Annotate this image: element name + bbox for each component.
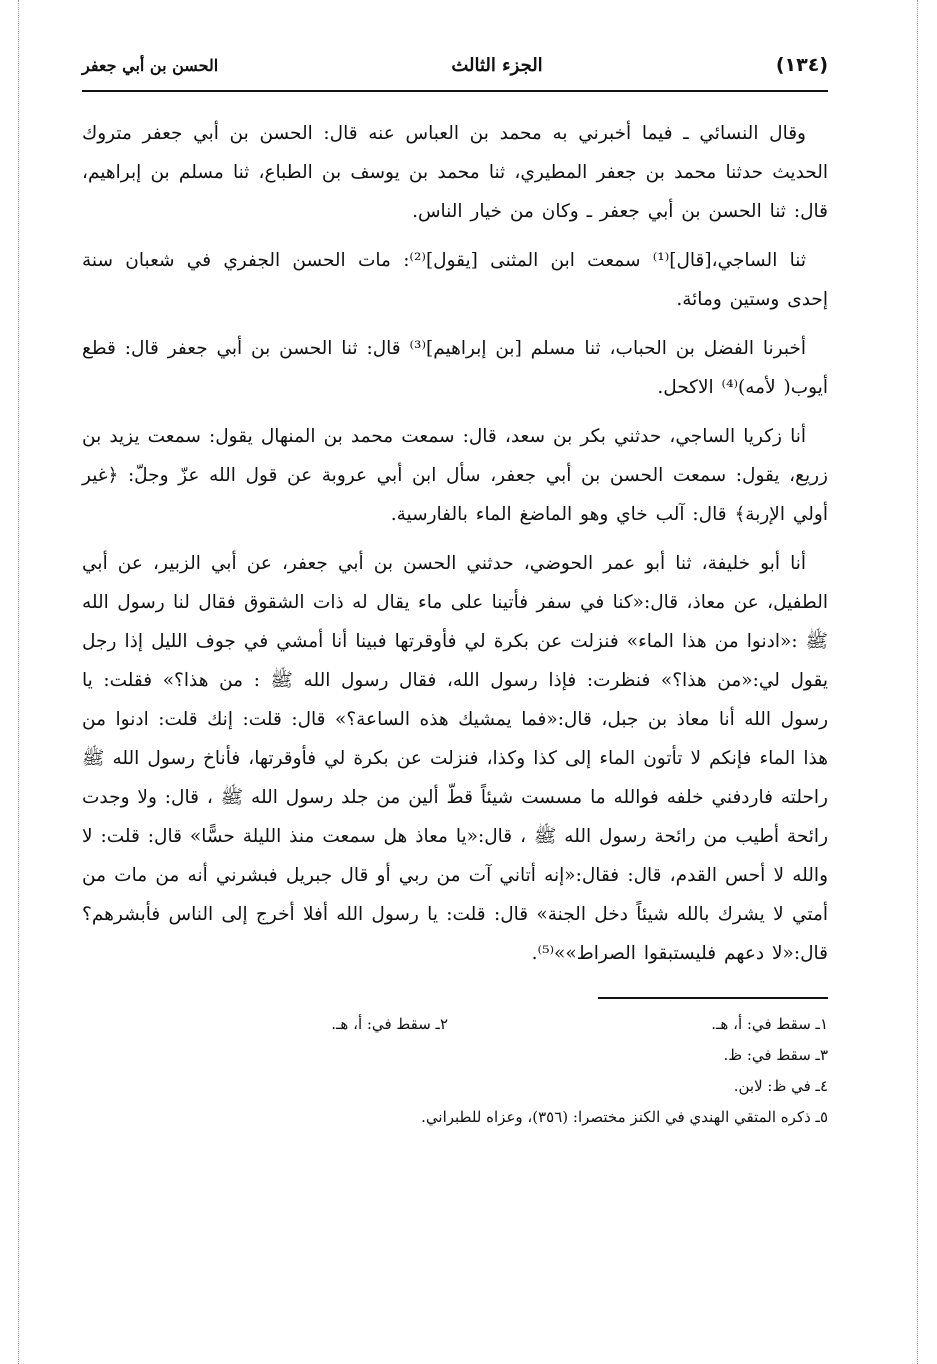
- footnote-1: ١ـ سقط في: أ، هـ.: [711, 1015, 828, 1033]
- paragraph-abu-khalifa: أنا أبو خليفة، ثنا أبو عمر الحوضي، حدثني الحسن بن أبي جعفر، عن أبي الزبير، عن أبي الطفيل، عن معاذ، قال:«كنا في سفر فأتينا على ماء يقال له ذات الشقوق فقال لنا رسول الله ﷺ :«ادنوا من هذا الماء» فنزلت عن بكرة لي فأوقرتها فبينا أنا أمشي في جوف الليل إذا رجل يقول لي:«من هذا؟» فنظرت: فإذا رسول الله، فقال رسول الله ﷺ : من هذا؟» فقلت: يا رسول الله أنا معاذ بن جبل، قال:«فما يمشيك هذه الساعة؟» قال: قلت: إنك قلت: ادنوا من هذا الماء فإنكم لا تأتون الماء إلى كذا وكذا، فنزلت عن بكرة لي فأوقرتها، فأناخ رسول الله ﷺ راحلته فاردفني خلفه فوالله ما مسست شيئاً قطّ ألين من جلد رسول الله ﷺ ، قال: ولا وجدت رائحة أطيب من رائحة رسول الله ﷺ ، قال:«يا معاذ هل سمعت منذ الليلة حسًّا» قال: قلت: لا والله لا أحس القدم، قال: فقال:«إنه أتاني آت من ربي أو قال جبريل فبشرني أنه من مات من أمتي لا يشرك بالله شيئاً دخل الجنة» قال: قلت: يا رسول الله أفلا أخرج إلى الناس فأبشرهم؟ قال:«لا دعهم فليستبقوا الصراط»»⁽⁵⁾.: [82, 553, 828, 964]
- running-header: [82, 48, 828, 82]
- footnote-rule: [598, 997, 828, 999]
- paragraph-saji: ثنا الساجي،[قال]⁽¹⁾ سمعت ابن المثنى [يقول]⁽²⁾: مات الحسن الجفري في شعبان سنة إحدى وستين ومائة.: [82, 250, 828, 310]
- header-rule: [82, 90, 828, 92]
- paragraph-fadl: أخبرنا الفضل بن الحباب، ثنا مسلم [بن إبراهيم]⁽³⁾ قال: ثنا الحسن بن أبي جعفر قال: قطع أيوب( لأمه)⁽⁴⁾ الاكحل.: [82, 338, 828, 398]
- footnote-5: ٥ـ ذكره المتقي الهندي في الكنز مختصرا: (٣٥٦)، وعزاه للطبراني.: [421, 1108, 828, 1126]
- volume-label: الجزء الثالث: [451, 54, 543, 76]
- scan-edge-right: [917, 0, 918, 1364]
- book-title: الحسن بن أبي جعفر: [82, 55, 219, 75]
- footnote-3: ٣ـ سقط في: ظ.: [723, 1046, 828, 1064]
- footnote-4: ٤ـ في ظ: لابن.: [733, 1077, 828, 1095]
- scan-edge-left: [18, 0, 19, 1364]
- footnotes: [82, 1009, 828, 1133]
- footnote-row: [82, 1009, 828, 1040]
- paragraph-nasai: وقال النسائي ـ فيما أخبرني به محمد بن العباس عنه قال: الحسن بن أبي جعفر متروك الحديث حدثنا محمد بن جعفر المطيري، ثنا محمد بن يوسف بن الطباع، ثنا مسلم بن إبراهيم، قال: ثنا الحسن بن أبي جعفر ـ وكان من خيار الناس.: [82, 123, 828, 222]
- page-number: (١٣٤): [775, 54, 828, 76]
- footnote-2: ٢ـ سقط في: أ، هـ.: [331, 1015, 448, 1033]
- paragraph-zakariya: أنا زكريا الساجي، حدثني بكر بن سعد، قال: سمعت محمد بن المنهال يقول: سمعت يزيد بن زريع، يقول: سمعت الحسن بن أبي جعفر، سأل ابن أبي عروبة عن قول الله عزّ وجلّ: ﴿غير أولي الإربة﴾ قال: آلب خاي وهو الماضغ الماء بالفارسية.: [82, 426, 828, 525]
- page-body: [82, 114, 828, 973]
- book-page: [82, 48, 828, 1133]
